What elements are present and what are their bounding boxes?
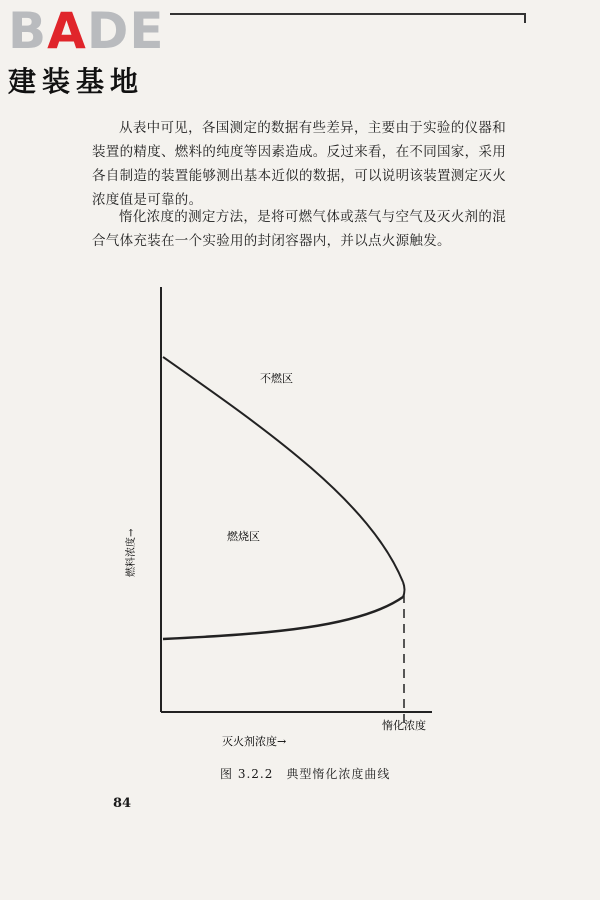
x-axis-label: 灭火剂浓度→ [222, 735, 287, 748]
inerting-concentration-label: 惰化浓度 [382, 719, 426, 732]
logo-subtitle: 建装基地 [8, 65, 145, 98]
paragraph-1: 从表中可见，各国测定的数据有些差异，主要由于实验的仪器和装置的精度、燃料的纯度等因素造成。反过来看，在不同国家，采用各自制造的装置能够测出基本近似的数据，可以说明该装置测定灭火浓度值是可靠的。 [92, 120, 506, 208]
nonflammable-region-label: 不燃区 [260, 372, 293, 385]
header-rule-tick [524, 13, 526, 23]
flammable-region-label: 燃烧区 [227, 530, 260, 543]
header-rule [170, 13, 525, 15]
site-logo [8, 2, 165, 100]
upper-flammability-curve [163, 357, 403, 582]
logo-wordmark: BADE [8, 2, 165, 60]
figure-caption: 图 3.2.2 典型惰化浓度曲线 [220, 767, 391, 781]
inerting-curve-diagram [120, 282, 460, 762]
page-number: 84 [113, 796, 132, 811]
y-axis-label: 燃料浓度→ [126, 528, 137, 577]
paragraph-2: 惰化浓度的测定方法，是将可燃气体或蒸气与空气及灭火剂的混合气体充装在一个实验用的封闭容器内，并以点火源触发。 [92, 209, 506, 249]
lower-flammability-curve [163, 597, 403, 639]
inerting-curve-figure [120, 282, 460, 762]
